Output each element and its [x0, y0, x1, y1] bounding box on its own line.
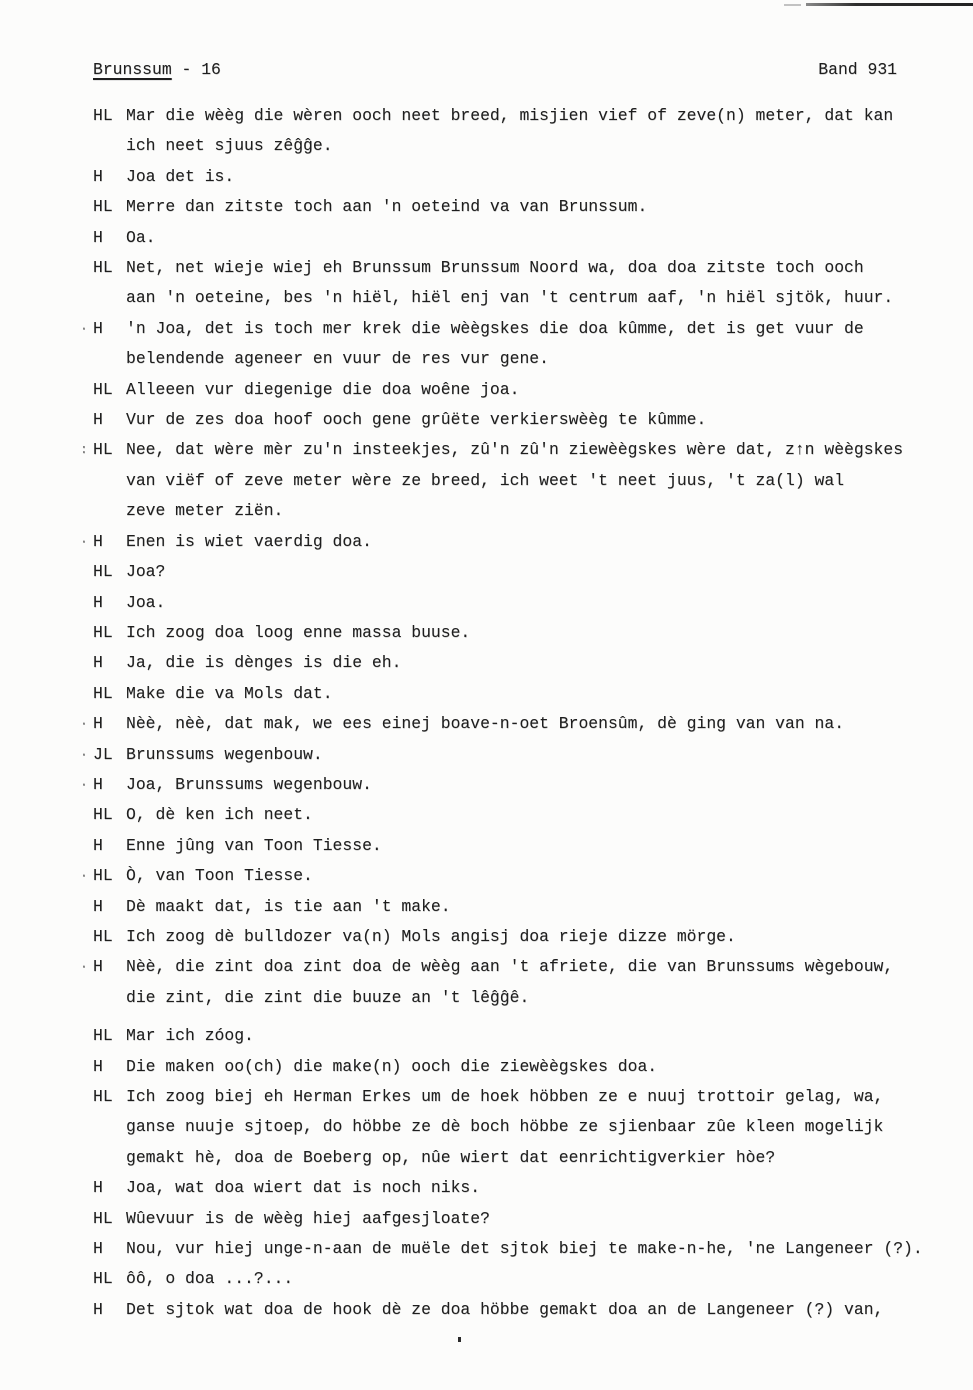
margin-artifact-mark: · — [80, 776, 88, 792]
utterance-text: Wûevuur is de wèèg hiej aafgesjloate? — [126, 1208, 490, 1228]
transcript-line — [93, 405, 959, 435]
utterance-text: Joa? — [126, 562, 166, 582]
speaker-label — [93, 1143, 126, 1173]
utterance-text: Ja, die is dènges is die eh. — [126, 653, 402, 673]
margin-artifact-mark: · — [80, 746, 88, 762]
speaker-label — [93, 283, 126, 313]
speaker-label: H — [93, 531, 103, 551]
transcript-line — [80, 314, 959, 344]
utterance-text: aan 'n oeteine, bes 'n hiël, hiël enj van 't centrum aaf, 'n hiël sjtök, huur. — [126, 288, 894, 308]
transcript-line — [93, 131, 959, 161]
margin-artifact-mark: · — [80, 868, 88, 884]
utterance-text: Brunssums wegenbouw. — [126, 744, 323, 764]
speaker-label: H — [93, 318, 103, 338]
utterance-text: Ich zoog doa loog enne massa buuse. — [126, 622, 471, 642]
transcript-line — [93, 192, 959, 222]
utterance-text: Merre dan zitste toch aan 'n oeteind va van Brunssum. — [126, 197, 648, 217]
transcript-line — [80, 709, 959, 739]
transcript-line — [93, 892, 959, 922]
transcript-line — [93, 1143, 959, 1173]
utterance-text: Vur de zes doa hoof ooch gene grûëte verkierswèèg te kûmme. — [126, 410, 707, 430]
utterance-text: van viëf of zeve meter wère ze breed, ich weet 't neet juus, 't za(l) wal — [126, 470, 845, 490]
band-label: Band 931 — [818, 60, 897, 79]
speaker-label: HL — [93, 562, 113, 582]
transcript-line — [93, 253, 959, 283]
transcript-line — [93, 679, 959, 709]
page-header — [93, 59, 897, 81]
speaker-label — [93, 983, 126, 1013]
transcript-line — [80, 435, 959, 465]
margin-artifact-mark: · — [80, 533, 88, 549]
utterance-text: 'n Joa, det is toch mer krek die wèègskes die doa kûmme, det is get vuur de — [126, 318, 864, 338]
transcript-line — [93, 1234, 959, 1264]
speaker-label: JL — [93, 744, 113, 764]
transcript-line — [93, 375, 959, 405]
transcript-line — [93, 557, 959, 587]
speaker-label — [93, 466, 126, 496]
transcript-line — [93, 1082, 959, 1112]
speaker-label: H — [93, 714, 103, 734]
transcript-line — [93, 223, 959, 253]
utterance-text: Nèè, nèè, dat mak, we ees einej boave-n-oet Broensûm, dè ging van van na. — [126, 714, 845, 734]
speaker-label — [93, 1112, 126, 1142]
transcript-line — [93, 922, 959, 952]
speaker-label: HL — [93, 197, 113, 217]
speaker-label: H — [93, 957, 103, 977]
utterance-text: Nee, dat wère mèr zu'n insteekjes, zû'n zû'n ziewèègskes wère dat, z↑n wèègskes — [126, 440, 904, 460]
speaker-label: H — [93, 896, 103, 916]
speaker-label: HL — [93, 1208, 113, 1228]
utterance-text: ich neet sjuus zêĝĝe. — [126, 136, 333, 156]
document-title: Brunssum — [93, 60, 172, 79]
speaker-label — [93, 496, 126, 526]
speaker-label: HL — [93, 1269, 113, 1289]
utterance-text: Joa, wat doa wiert dat is noch niks. — [126, 1178, 481, 1198]
speaker-label — [93, 131, 126, 161]
utterance-text: O, dè ken ich neet. — [126, 805, 313, 825]
utterance-text: Ò, van Toon Tiesse. — [126, 866, 313, 886]
speaker-label: H — [93, 835, 103, 855]
speaker-label: H — [93, 410, 103, 430]
utterance-text: Oa. — [126, 227, 156, 247]
transcript-line — [93, 648, 959, 678]
speaker-label: H — [93, 1299, 103, 1319]
margin-artifact-mark: · — [80, 716, 88, 732]
ink-speck — [458, 1337, 461, 1342]
utterance-text: Enne jûng van Toon Tiesse. — [126, 835, 382, 855]
utterance-text: die zint, die zint die buuze an 't lêĝĝê. — [126, 987, 530, 1007]
scan-artifact-dash — [784, 4, 801, 6]
transcript-line — [93, 983, 959, 1013]
utterance-text: Enen is wiet vaerdig doa. — [126, 531, 372, 551]
utterance-text: Alleeen vur diegenige die doa woêne joa. — [126, 379, 520, 399]
transcript-line — [93, 618, 959, 648]
transcript-line — [80, 527, 959, 557]
utterance-text: Net, net wieje wiej eh Brunssum Brunssum Noord wa, doa doa zitste toch ooch — [126, 258, 864, 278]
speaker-label: H — [93, 774, 103, 794]
scan-artifact-line — [806, 3, 973, 6]
utterance-text: ganse nuuje sjtoep, do höbbe ze dè boch höbbe ze sjienbaar zûe kleen mogelijk — [126, 1117, 884, 1137]
transcript-body — [80, 101, 959, 1325]
transcript-line — [93, 1112, 959, 1142]
utterance-text: Joa. — [126, 592, 166, 612]
page-title — [93, 59, 221, 81]
utterance-text: zeve meter ziën. — [126, 501, 284, 521]
transcript-line — [93, 283, 959, 313]
utterance-text: Nèè, die zint doa zint doa de wèèg aan 't afriete, die van Brunssums wègebouw, — [126, 957, 894, 977]
transcript-line — [93, 800, 959, 830]
speaker-label: HL — [93, 258, 113, 278]
transcript-line — [93, 1021, 959, 1051]
transcript-line — [93, 1052, 959, 1082]
transcript-line — [93, 831, 959, 861]
utterance-text: Mar die wèèg die wèren ooch neet breed, misjien vief of zeve(n) meter, dat kan — [126, 106, 894, 125]
utterance-text: Joa det is. — [126, 166, 235, 186]
transcript-line — [80, 740, 959, 770]
speaker-label: H — [93, 1178, 103, 1198]
transcript-line — [93, 466, 959, 496]
margin-artifact-mark: · — [80, 320, 88, 336]
speaker-label — [93, 344, 126, 374]
transcript-line — [93, 1264, 959, 1294]
utterance-text: Make die va Mols dat. — [126, 683, 333, 703]
transcript-line — [93, 101, 959, 131]
speaker-label: H — [93, 227, 103, 247]
speaker-label: H — [93, 1056, 103, 1076]
speaker-label: HL — [93, 440, 113, 460]
speaker-label: HL — [93, 1087, 113, 1106]
transcript-line — [93, 1295, 959, 1325]
utterance-text: Dè maakt dat, is tie aan 't make. — [126, 896, 451, 916]
utterance-text: Det sjtok wat doa de hook dè ze doa höbbe gemakt doa an de Langeneer (?) van, — [126, 1299, 884, 1319]
speaker-label: HL — [93, 866, 113, 886]
utterance-text: gemakt hè, doa de Boeberg op, nûe wiert dat eenrichtigverkier hòe? — [126, 1147, 776, 1167]
utterance-text: ôô, o doa ...?... — [126, 1269, 294, 1289]
margin-artifact-mark: : — [80, 442, 88, 458]
utterance-text: belendende ageneer en vuur de res vur gene. — [126, 349, 549, 369]
speaker-label: HL — [93, 926, 113, 946]
transcript-line — [93, 1173, 959, 1203]
utterance-text: Joa, Brunssums wegenbouw. — [126, 774, 372, 794]
transcript-line — [80, 861, 959, 891]
utterance-text: Nou, vur hiej unge-n-aan de muële det sjtok biej te make-n-he, 'ne Langeneer (?). — [126, 1239, 923, 1259]
speaker-label: H — [93, 592, 103, 612]
transcript-line — [93, 344, 959, 374]
speaker-label: HL — [93, 622, 113, 642]
transcript-line — [93, 588, 959, 618]
speaker-label: HL — [93, 106, 113, 125]
utterance-text: Ich zoog biej eh Herman Erkes um de hoek höbben ze e nuuj trottoir gelag, wa, — [126, 1087, 884, 1106]
utterance-text: Ich zoog dè bulldozer va(n) Mols angisj doa rieje dizze mörge. — [126, 926, 736, 946]
speaker-label: HL — [93, 379, 113, 399]
page-number-suffix: - 16 — [171, 60, 221, 79]
transcript-line — [80, 770, 959, 800]
speaker-label: H — [93, 653, 103, 673]
transcript-line — [93, 162, 959, 192]
margin-artifact-mark: · — [80, 959, 88, 975]
speaker-label: HL — [93, 683, 113, 703]
speaker-label: H — [93, 1239, 103, 1259]
speaker-label: HL — [93, 1026, 113, 1046]
transcript-line — [93, 496, 959, 526]
speaker-label: H — [93, 166, 103, 186]
utterance-text: Mar ich zóog. — [126, 1026, 254, 1046]
speaker-label: HL — [93, 805, 113, 825]
transcript-line — [80, 952, 959, 982]
utterance-text: Die maken oo(ch) die make(n) ooch die ziewèègskes doa. — [126, 1056, 658, 1076]
transcript-line — [93, 1204, 959, 1234]
